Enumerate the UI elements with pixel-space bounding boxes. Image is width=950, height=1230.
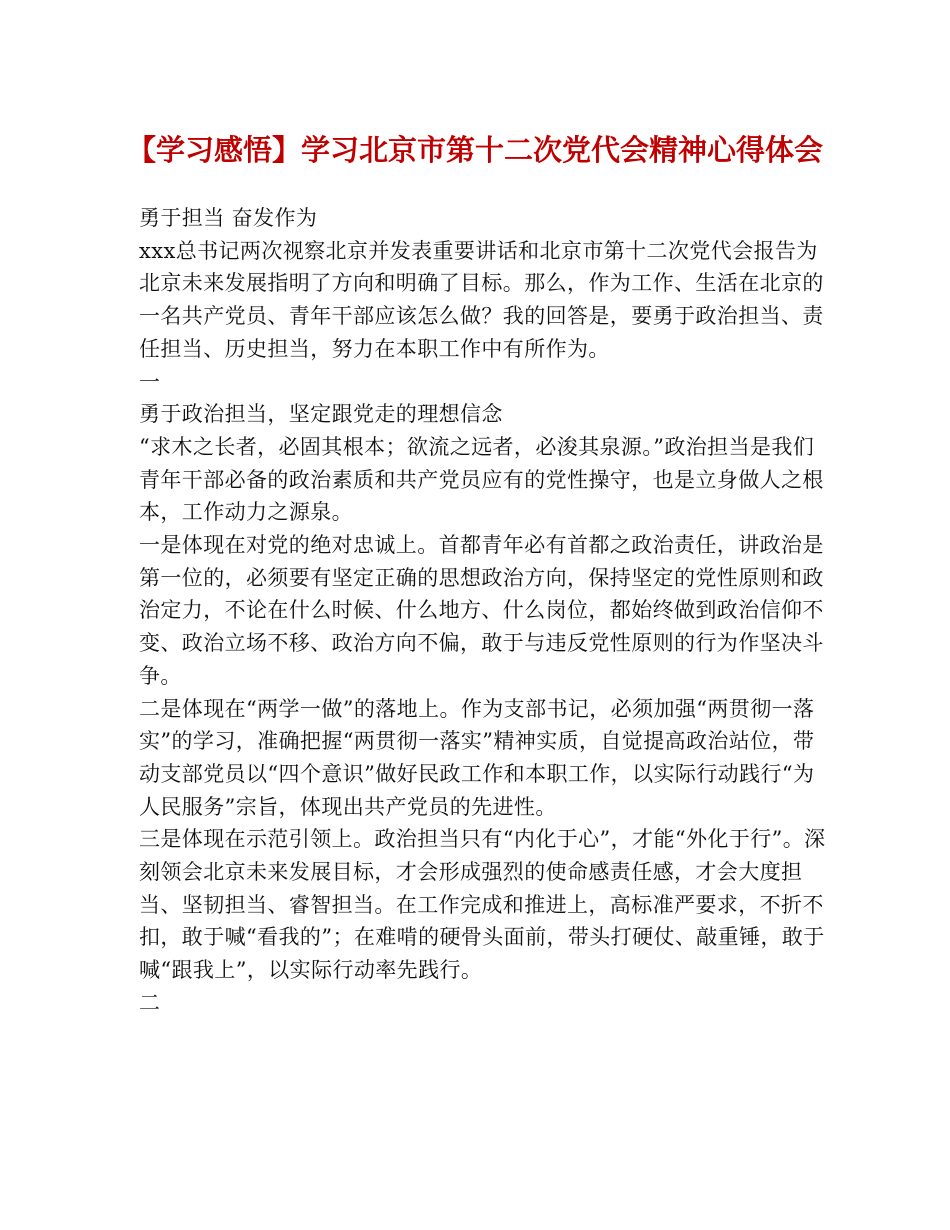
quote-paragraph: “求木之长者，必固其根本；欲流之远者，必浚其泉源。”政治担当是我们青年干部必备的政治素质和共产党员应有的党性操守，也是立身做人之根本，工作动力之源泉。 <box>139 434 824 525</box>
section-number-one: 一 <box>139 369 161 394</box>
section-number-two: 二 <box>139 990 161 1015</box>
point-three-paragraph: 三是体现在示范引领上。政治担当只有“内化于心”，才能“外化于行”。深刻领会北京未来发展目标，才会形成强烈的使命感责任感，才会大度担当、坚韧担当、睿智担当。在工作完成和推进上，高标准严要求，不折不扣，敢于喊“看我的”；在难啃的硬骨头面前，带头打硬仗、敲重锤，敢于喊“跟我上”，以实际行动率先践行。 <box>139 827 826 983</box>
point-one-paragraph: 一是体现在对党的绝对忠诚上。首都青年必有首都之政治责任，讲政治是第一位的，必须要有坚定正确的思想政治方向，保持坚定的党性原则和政治定力，不论在什么时候、什么地方、什么岗位，都始终做到政治信仰不变、政治立场不移、政治方向不偏，敢于与违反党性原则的行为作坚决斗争。 <box>139 533 824 688</box>
section-heading: 勇于政治担当，坚定跟党走的理想信念 <box>139 402 503 427</box>
section-subtitle: 勇于担当 奋发作为 <box>139 206 318 230</box>
document-body <box>139 202 829 1020</box>
point-two-paragraph: 二是体现在“两学一做”的落地上。作为支部书记，必须加强“两贯彻一落实”的学习，准确把握“两贯彻一落实”精神实质，自觉提高政治站位，带动支部党员以“四个意识”做好民政工作和本职工作，以实际行动践行“为人民服务”宗旨，体现出共产党员的先进性。 <box>139 696 815 819</box>
intro-paragraph: xxx总书记两次视察北京并发表重要讲话和北京市第十二次党代会报告为北京未来发展指明了方向和明确了目标。那么，作为工作、生活在北京的一名共产党员、青年干部应该怎么做？我的回答是，要勇于政治担当、责任担当、历史担当，努力在本职工作中有所作为。 <box>139 238 824 361</box>
document-title: 【学习感悟】学习北京市第十二次党代会精神心得体会 <box>126 133 823 167</box>
